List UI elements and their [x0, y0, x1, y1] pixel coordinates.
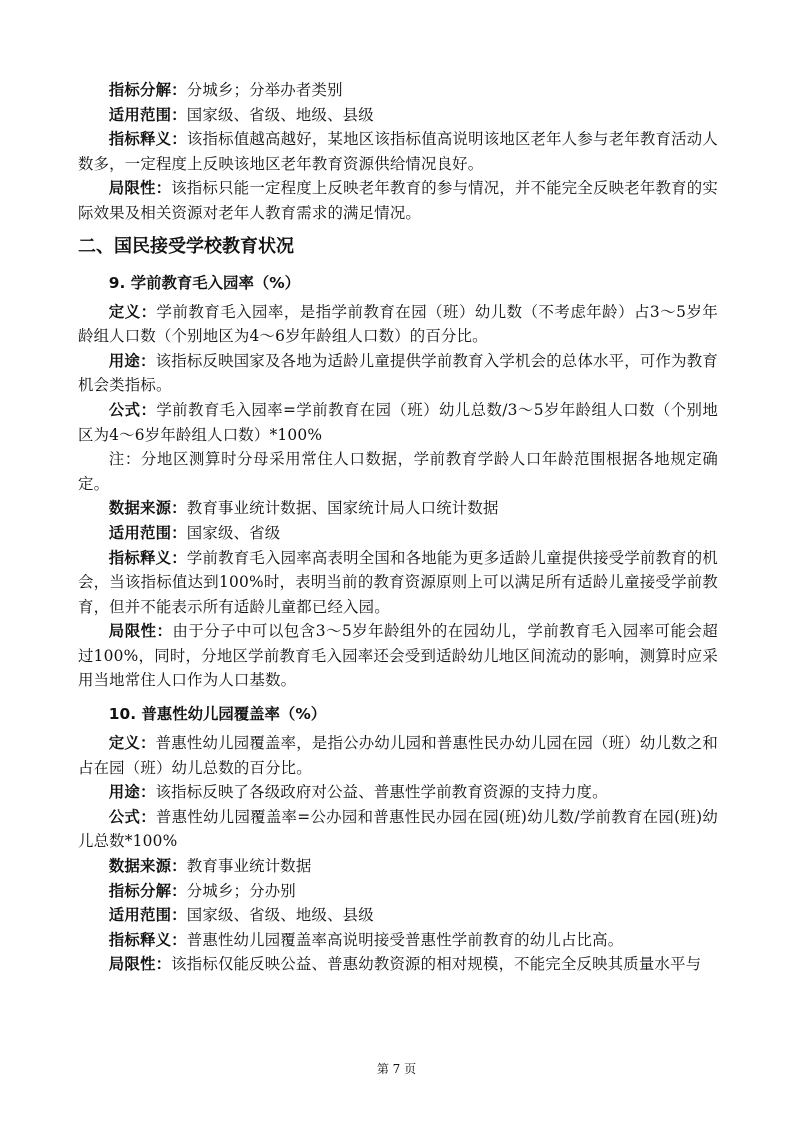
text: 国家级、省级 [186, 523, 281, 542]
label: 指标分解： [108, 81, 187, 99]
indicator-9-formula [78, 398, 718, 447]
label: 适用范围： [108, 523, 187, 542]
text: 普惠性幼儿园覆盖率高说明接受普惠性学前教育的幼儿占比高。 [186, 930, 624, 949]
indicator-10-source [78, 854, 718, 879]
text: 教育事业统计数据 [186, 857, 312, 876]
label: 用途： [108, 783, 156, 802]
text: 该指标反映了各级政府对公益、普惠性学前教育资源的支持力度。 [155, 783, 608, 802]
label: 数据来源： [108, 857, 187, 876]
indicator-10-heading: 10. 普惠性幼儿园覆盖率（%） [108, 705, 327, 724]
indicator-10-explanation [78, 928, 718, 953]
text: 普惠性幼儿园覆盖率=公办园和普惠性民办园在园(班)幼儿数/学前教育在园(班)幼儿总数*100% [78, 807, 718, 851]
indicator-10-definition [78, 731, 718, 780]
indicator-10-scope [78, 903, 718, 928]
indicator-10-usage [78, 780, 718, 805]
text: 学前教育毛入园率，是指学前教育在园（班）幼儿数（不考虑年龄）占3～5岁年龄组人口数（个别地区为4～6岁年龄组人口数）的百分比。 [78, 302, 718, 346]
indicator-9-explanation [78, 546, 718, 620]
document-page [78, 78, 718, 977]
text: 该指标值越高越好，某地区该指标值高说明该地区老年人参与老年教育活动人数多，一定程度上反映该地区老年教育资源供给情况良好。 [78, 130, 718, 173]
label: 指标释义： [108, 930, 187, 949]
paragraph-scope [78, 103, 718, 128]
indicator-9-limitation [78, 619, 718, 693]
indicator-10-decomposition [78, 879, 718, 904]
text: 该指标仅能反映公益、普惠幼教资源的相对规模，不能完全反映其质量水平与 [171, 955, 702, 974]
paragraph-decomposition [78, 78, 718, 103]
paragraph-explanation [78, 127, 718, 176]
page-number: 第 7 页 [376, 1062, 417, 1076]
label: 公式： [108, 807, 156, 826]
label: 定义： [108, 302, 157, 321]
text: 学前教育毛入园率高表明全国和各地能为更多适龄儿童提供接受学前教育的机会，当该指标值达到100%时，表明当前的教育资源原则上可以满足所有适龄儿童接受学前教育，但并不能表示所有适龄儿童都已经入园。 [78, 548, 718, 616]
indicator-9-note: 注：分地区测算时分母采用常住人口数据，学前教育学龄人口年龄范围根据各地规定确定。 [78, 450, 718, 493]
indicator-10-limitation [78, 952, 718, 977]
indicator-9-definition [78, 300, 718, 349]
text: 学前教育毛入园率=学前教育在园（班）幼儿总数/3～5岁年龄组人口数（个别地区为4～6岁年龄组人口数）*100% [78, 400, 718, 444]
label: 指标释义： [108, 130, 187, 149]
text: 该指标反映国家及各地为适龄儿童提供学前教育入学机会的总体水平，可作为教育机会类指标。 [78, 351, 718, 395]
text: 分城乡；分举办者类别 [186, 81, 343, 99]
indicator-9-usage [78, 349, 718, 398]
label: 指标分解： [108, 881, 187, 900]
indicator-9-scope [78, 521, 718, 546]
label: 定义： [108, 734, 156, 753]
text: 该指标只能一定程度上反映老年教育的参与情况，并不能完全反映老年教育的实际效果及相关资源对老年人教育需求的满足情况。 [78, 179, 718, 222]
label: 局限性： [108, 955, 172, 974]
text: 国家级、省级、地级、县级 [186, 906, 374, 925]
indicator-9-source [78, 496, 718, 521]
label: 用途： [108, 351, 156, 370]
section-title: 二、国民接受学校教育状况 [78, 235, 294, 257]
indicator-9-heading: 9. 学前教育毛入园率（%） [108, 273, 301, 292]
label: 局限性： [108, 179, 172, 198]
text: 教育事业统计数据、国家统计局人口统计数据 [186, 499, 499, 518]
text: 普惠性幼儿园覆盖率，是指公办幼儿园和普惠性民办幼儿园在园（班）幼儿数之和占在园（班）幼儿总数的百分比。 [78, 734, 718, 777]
label: 适用范围： [108, 906, 187, 925]
label: 公式： [108, 400, 157, 419]
text: 国家级、省级、地级、县级 [186, 105, 374, 124]
paragraph-limitation [78, 176, 718, 225]
text: 由于分子中可以包含3～5岁年龄组外的在园幼儿，学前教育毛入园率可能会超过100%，同时，分地区学前教育毛入园率还会受到适龄幼儿地区间流动的影响，测算时应采用当地常住人口作为人口基数。 [78, 622, 718, 690]
label: 指标释义： [108, 548, 187, 567]
label: 数据来源： [108, 499, 187, 518]
indicator-10-formula [78, 805, 718, 854]
text: 分城乡；分办别 [186, 881, 296, 900]
label: 适用范围： [108, 105, 187, 124]
label: 局限性： [108, 622, 173, 641]
